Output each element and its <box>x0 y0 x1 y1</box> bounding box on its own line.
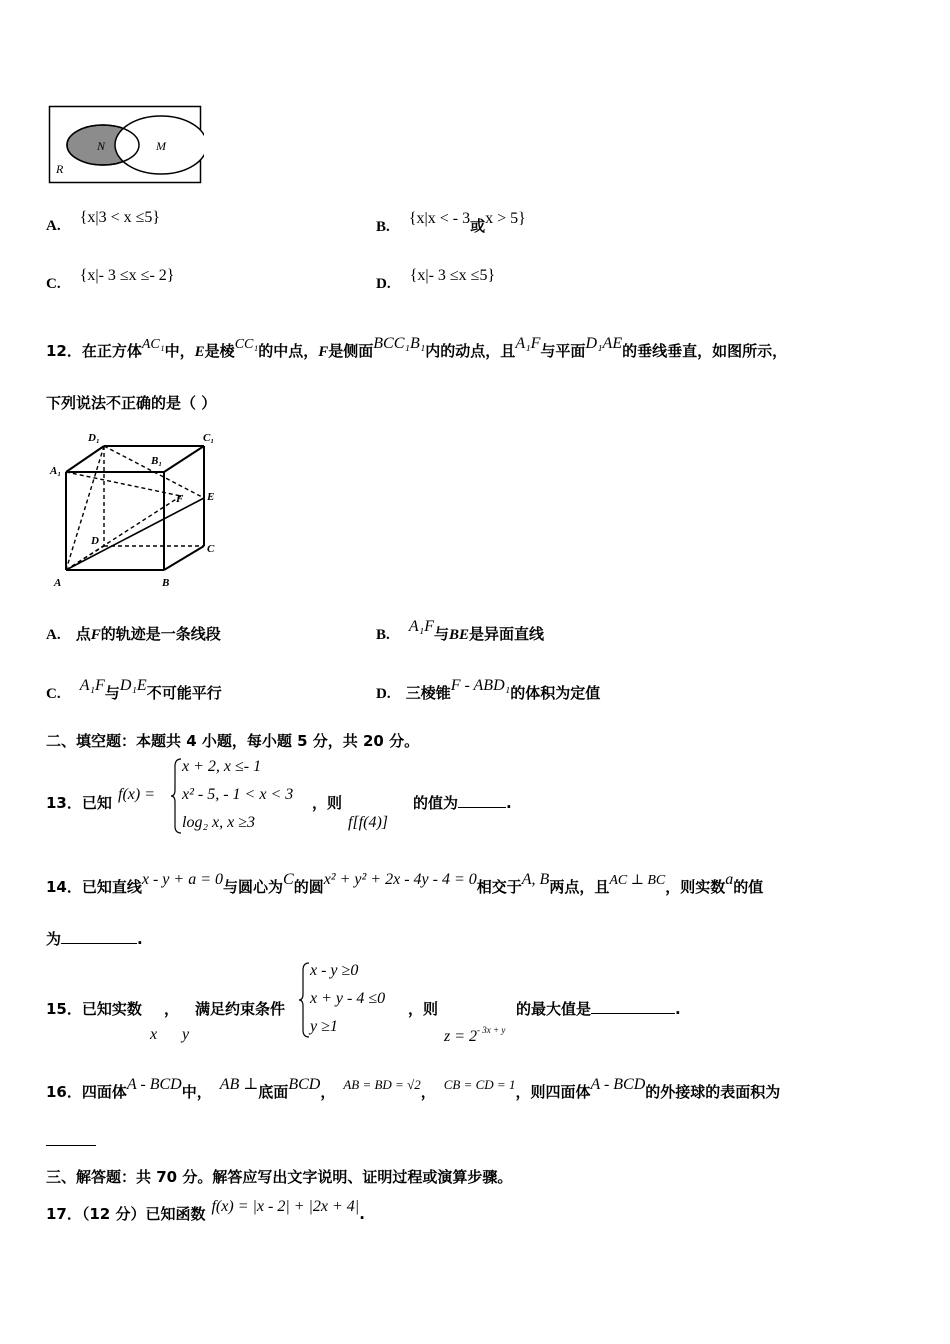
q13-brace <box>170 758 182 834</box>
math: {x|- 3 ≤x ≤5} <box>409 267 496 284</box>
math: AC ⊥ BC <box>609 873 666 888</box>
text: 的值为 <box>413 794 459 812</box>
text: 相交于 <box>476 878 522 896</box>
text: 不可能平行 <box>146 684 222 702</box>
option-label: B. <box>376 219 390 235</box>
q15-brace <box>298 962 310 1038</box>
text: . <box>137 930 143 948</box>
option-label: D. <box>376 276 391 292</box>
text: ， <box>320 1083 336 1101</box>
option-label: C. <box>46 276 61 292</box>
section-3-heading: 三、解答题：共 70 分。解答应写出文字说明、证明过程或演算步骤。 <box>46 1168 513 1186</box>
text: 与 <box>433 625 449 643</box>
math: CC₁ <box>234 337 259 352</box>
math: D₁E <box>119 677 147 694</box>
q13-case-2: x² - 5, - 1 < x < 3 <box>182 786 294 803</box>
text: 与 <box>104 684 120 702</box>
math: BCD <box>288 1076 321 1093</box>
text: 内的动点，且 <box>425 342 516 360</box>
text: 的最大值是 <box>516 1000 592 1018</box>
q13-ff: f[f(4)] <box>348 814 388 831</box>
text: . <box>675 1000 681 1018</box>
q12-stem <box>46 335 788 361</box>
q12-line2: 下列说法不正确的是（ ） <box>46 394 217 412</box>
cube-label-d: D <box>91 535 99 547</box>
q14-line2 <box>46 928 143 949</box>
cube-label-a: A <box>54 577 62 589</box>
text: 16．四面体 <box>46 1083 127 1101</box>
math: A - BCD <box>590 1076 646 1093</box>
q15-then: ，则 <box>408 1000 439 1018</box>
venn-label-m: M <box>156 139 166 153</box>
text: . <box>359 1205 365 1223</box>
q13-then: ，则 <box>312 794 343 812</box>
q15-z <box>444 1026 505 1046</box>
answer-blank[interactable] <box>591 999 675 1014</box>
q15-x: x <box>150 1026 158 1043</box>
q15-tail <box>516 998 681 1019</box>
text: 与圆心为 <box>223 878 284 896</box>
q15-case-2: x + y - 4 ≤0 <box>310 990 386 1007</box>
answer-blank[interactable] <box>61 929 137 944</box>
text: 是侧面 <box>328 342 374 360</box>
q14-stem <box>46 871 764 897</box>
math: A₁F <box>79 677 105 694</box>
math: z = 2 <box>444 1028 478 1045</box>
text: 12．在正方体 <box>46 342 142 360</box>
text: 中， <box>164 342 195 360</box>
cube-label-b1: B₁ <box>151 455 163 467</box>
q15-case-1: x - y ≥0 <box>310 962 359 979</box>
text: 两点，且 <box>549 878 610 896</box>
q15-y: y <box>182 1026 190 1043</box>
math: F <box>90 627 101 643</box>
math: BE <box>448 627 469 643</box>
math: AC₁ <box>141 337 165 352</box>
text: 中， <box>181 1083 212 1101</box>
q13-fx: f(x) = <box>118 786 155 803</box>
math: AB ⊥ <box>219 1076 259 1093</box>
text: 的体积为定值 <box>510 684 601 702</box>
cube-label-c1: C₁ <box>203 432 215 444</box>
q15-constraint-text: 满足约束条件 <box>195 1000 286 1018</box>
option-label: C. <box>46 686 61 702</box>
math: E <box>194 344 205 360</box>
venn-label-n: N <box>97 139 106 153</box>
math: A₁F <box>515 335 541 352</box>
text: 底面 <box>258 1083 289 1101</box>
q12-option-b <box>376 618 545 644</box>
text: 为 <box>46 930 62 948</box>
text: 是异面直线 <box>469 625 545 643</box>
q11-option-b <box>376 210 526 236</box>
venn-label-r: R <box>56 162 64 176</box>
math: {x|x < - 3 <box>408 210 471 227</box>
q12-option-c <box>46 677 222 703</box>
math: AB = BD = √2 <box>343 1077 421 1092</box>
math: CB = CD = 1 <box>443 1077 516 1092</box>
text: 14．已知直线 <box>46 878 142 896</box>
cube-label-e: E <box>207 491 215 503</box>
cube-label-b: B <box>162 577 170 589</box>
cube-label-f: F <box>176 493 184 505</box>
option-label: A. <box>46 627 61 643</box>
q15-comma: ， <box>164 1000 180 1018</box>
q15-label: 15．已知实数 <box>46 1000 142 1018</box>
text: 的圆 <box>293 878 324 896</box>
text: 的轨迹是一条线段 <box>100 625 221 643</box>
math: A₁F <box>408 618 434 635</box>
math: C <box>283 871 294 888</box>
math: {x|- 3 ≤x ≤- 2} <box>79 267 175 284</box>
text: 的外接球的表面积为 <box>645 1083 781 1101</box>
q12-option-d <box>376 677 601 703</box>
text: ，则四面体 <box>515 1083 591 1101</box>
cube-diagram <box>46 428 226 590</box>
math: - 3x + y <box>477 1025 506 1035</box>
math: x² + y² + 2x - 4y - 4 = 0 <box>323 871 477 888</box>
section-2-heading: 二、填空题：本题共 4 小题，每小题 5 分，共 20 分。 <box>46 732 420 750</box>
cube-label-c: C <box>207 543 215 555</box>
math: x - y + a = 0 <box>141 871 223 888</box>
text: 三棱锥 <box>405 684 451 702</box>
option-label: A. <box>46 218 61 234</box>
math: D₁AE <box>585 335 623 352</box>
text: 17．（12 分）已知函数 <box>46 1205 206 1223</box>
q15-case-3: y ≥1 <box>310 1018 338 1035</box>
math: a <box>725 871 734 888</box>
text: . <box>506 794 512 812</box>
q13-case-1: x + 2, x ≤- 1 <box>182 758 262 775</box>
q12-option-a <box>46 623 221 644</box>
math: x > 5} <box>485 210 526 227</box>
text: ，则实数 <box>665 878 726 896</box>
math: F <box>318 344 329 360</box>
math: F - ABD₁ <box>450 677 511 694</box>
text: 的中点， <box>258 342 319 360</box>
math: A, B <box>521 871 550 888</box>
math: {x|3 < x ≤5} <box>79 209 161 226</box>
q11-option-a <box>46 209 161 235</box>
math: A - BCD <box>126 1076 182 1093</box>
q16-answer-blank[interactable] <box>46 1145 96 1146</box>
answer-blank[interactable] <box>458 793 506 808</box>
text: 的值 <box>733 878 764 896</box>
text: ， <box>420 1083 436 1101</box>
q13-tail <box>413 792 512 813</box>
math: BCC₁B₁ <box>373 335 426 352</box>
text: 的垂线垂直，如图所示， <box>622 342 788 360</box>
cube-label-a1: A₁ <box>50 465 62 477</box>
q13-label: 13．已知 <box>46 794 112 812</box>
q11-option-c <box>46 267 175 293</box>
text: 点 <box>75 625 91 643</box>
venn-diagram <box>48 105 204 187</box>
q13-case-3: log₂ x, x ≥3 <box>182 814 255 831</box>
option-label: B. <box>376 627 390 643</box>
q16-stem <box>46 1076 781 1102</box>
q17-stem <box>46 1198 365 1224</box>
option-label: D. <box>376 686 391 702</box>
math: f(x) = |x - 2| + |2x + 4| <box>211 1198 360 1215</box>
q11-option-d <box>376 267 496 293</box>
text: 是棱 <box>204 342 235 360</box>
text: 与平面 <box>540 342 586 360</box>
cube-label-d1: D₁ <box>88 432 100 444</box>
text: 或 <box>470 217 486 235</box>
